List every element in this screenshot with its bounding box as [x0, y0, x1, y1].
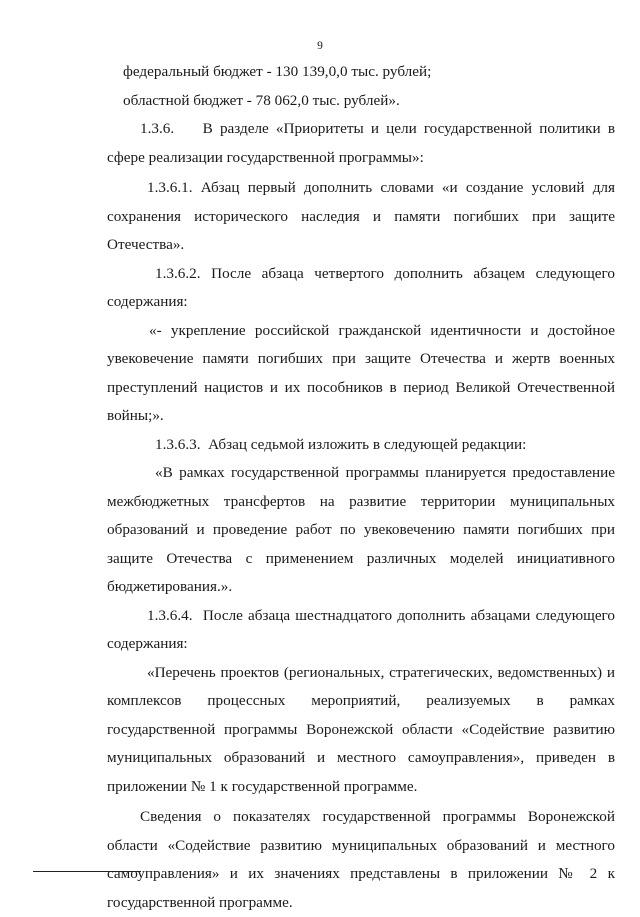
paragraph-1-3-6-4: 1.3.6.4. После абзаца шестнадцатого дополнить абзацами следующего содержания: [107, 606, 615, 652]
paragraph-1-3-6-2: 1.3.6.2. После абзаца четвертого дополнить абзацем следующего содержания: [107, 264, 615, 310]
page-number: 9 [317, 40, 323, 52]
paragraph-regional-budget: областной бюджет - 78 062,0 тыс. рублей». [123, 91, 400, 109]
paragraph-1-3-6-3: 1.3.6.3. Абзац седьмой изложить в следующей редакции: [155, 435, 527, 453]
paragraph-1-3-6-1: 1.3.6.1. Абзац первый дополнить словами «и создание условий для сохранения исторического наследия и памяти погибших при защите Отечества». [107, 179, 615, 253]
footer-rule [33, 871, 141, 872]
paragraph-quote-transfers: «В рамках государственной программы планируется предоставление межбюджетных трансфертов на развитие территории муниципальных образований и проведение работ по увековечению памяти погибших при защите Отечества с применением различных моделей инициативного бюджетирования.». [107, 464, 615, 595]
paragraph-indicators: Сведения о показателях государственной программы Воронежской области «Содействие развитию муниципальных образований и местного самоуправления» и их значениях представлены в приложении № 2 к государственной программе. [107, 808, 615, 911]
paragraph-quote-identity: «- укрепление российской гражданской идентичности и достойное увековечение памяти погибших при защите Отечества и жертв военных преступлений нацистов и их пособников в период Великой Отечественной войны;». [107, 321, 615, 424]
document-body [107, 58, 615, 917]
paragraph-quote-projects: «Перечень проектов (региональных, стратегических, ведомственных) и комплексов процессных мероприятий, реализуемых в рамках государственной программы Воронежской области «Содействие развитию муниципальных образований и местного самоуправления», приведен в приложении № 1 к государственной программе. [107, 663, 615, 795]
paragraph-section-priorities: 1.3.6. В разделе «Приоритеты и цели государственной политики в сфере реализации государственной программы»: [107, 120, 615, 166]
paragraph-federal-budget: федеральный бюджет - 130 139,0,0 тыс. рублей; [123, 63, 432, 80]
